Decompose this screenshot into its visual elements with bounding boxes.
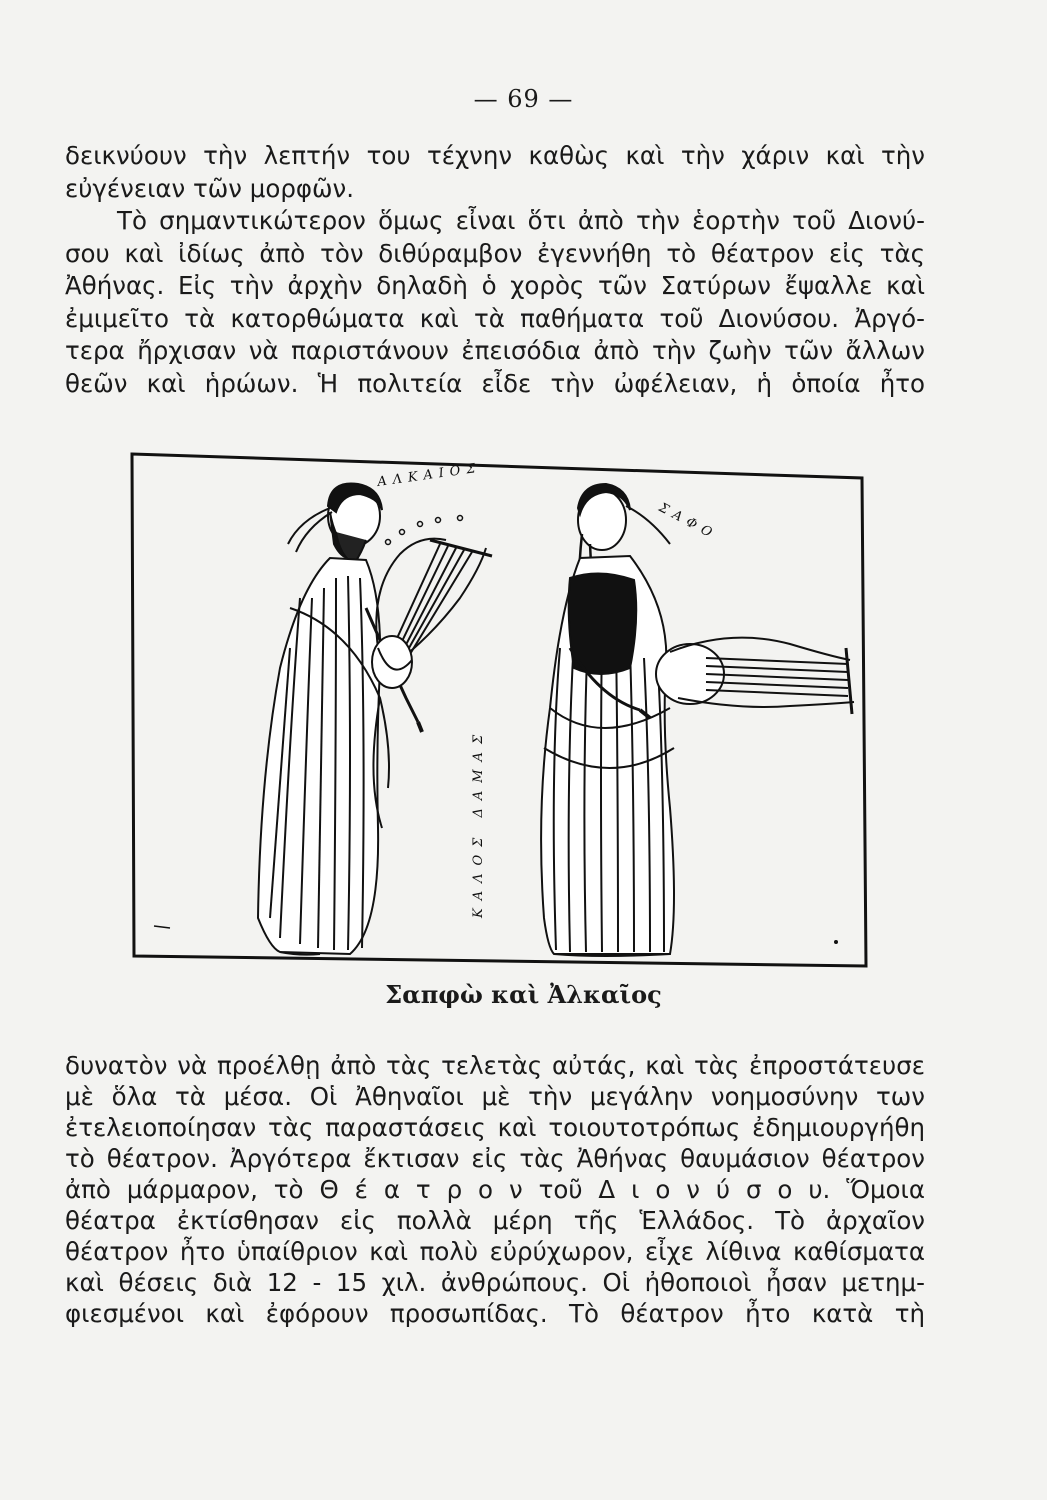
page-number: — 69 —: [473, 85, 574, 113]
paragraph-1: [65, 140, 925, 205]
alcaeus-figure: [258, 483, 422, 954]
alcaeus-lyre: [372, 539, 492, 688]
vase-illustration: [130, 448, 870, 968]
bottom-text-block: [65, 1050, 925, 1329]
text-line: θεῶν καὶ ἡρώων. Ἡ πολιτεία εἶδε τὴν ὠφέλειαν, ἡ ὁποία ἦτο: [65, 368, 925, 398]
text-line: ἐμιμεῖτο τὰ κατορθώματα καὶ τὰ παθήματα τοῦ Διονύσου. Ἀργό-: [65, 303, 925, 333]
label-kalos: ΚΑΛΟΣ ΔΑΜΑΣ: [471, 726, 486, 918]
text-line: Ἀθήνας. Εἰς τὴν ἀρχὴν δηλαδὴ ὁ χορὸς τῶν Σατύρων ἔψαλλε καὶ: [65, 271, 925, 300]
paragraph-3: [65, 1050, 925, 1329]
figure-frame: [132, 454, 866, 966]
text-line: θέατρον ἦτο ὑπαίθριον καὶ πολὺ εὐρύχωρον, εἶχε λίθινα καθίσματα: [65, 1237, 925, 1266]
label-alcaeus: ΑΛΚΑΙΟΣ: [376, 460, 483, 490]
text-line: ἐτελειοποίησαν τὰς παραστάσεις καὶ τοιουτοτρόπως ἐδημιουργήθη: [65, 1113, 925, 1142]
text-line: σου καὶ ἰδίως ἀπὸ τὸν διθύραμβον ἐγεννήθη τὸ θέατρον εἰς τὰς: [65, 238, 925, 268]
text-line: τερα ἤρχισαν νὰ παριστάνουν ἐπεισόδια ἀπὸ τὴν ζωὴν τῶν ἄλλων: [65, 336, 925, 365]
paragraph-2: [65, 205, 925, 400]
text-line: εὐγένειαν τῶν μορφῶν.: [65, 173, 355, 203]
sappho-lyre: [656, 638, 854, 714]
text-line: θέατρα ἐκτίσθησαν εἰς πολλὰ μέρη τῆς Ἑλλάδος. Τὸ ἀρχαῖον: [65, 1206, 925, 1235]
text-line: Τὸ σημαντικώτερον ὅμως εἶναι ὅτι ἀπὸ τὴν ἑορτὴν τοῦ Διονύ-: [117, 206, 925, 235]
text-line: μὲ ὅλα τὰ μέσα. Οἱ Ἀθηναῖοι μὲ τὴν μεγάλην νοημοσύνην των: [65, 1082, 925, 1111]
figure-caption: Σαπφὼ καὶ Ἀλκαῖος: [385, 980, 662, 1009]
text-line: φιεσμένοι καὶ ἐφόρουν προσωπίδας. Τὸ θέατρον ἦτο κατὰ τὴ: [65, 1299, 925, 1328]
text-line: καὶ θέσεις διὰ 12 - 15 χιλ. ἀνθρώπους. Οἱ ἠθοποιοὶ ἦσαν μετημ-: [65, 1268, 925, 1297]
text-line: ἀπὸ μάρμαρον, τὸ Θ έ α τ ρ ο ν τοῦ Δ ι ο ν ύ σ ο υ. Ὅμοια: [65, 1175, 925, 1204]
sappho-figure: [541, 484, 674, 956]
top-text-block: [65, 140, 925, 400]
text-line: τὸ θέατρον. Ἀργότερα ἔκτισαν εἰς τὰς Ἀθήνας θαυμάσιον θέατρον: [65, 1144, 925, 1173]
text-line: δεικνύουν τὴν λεπτήν του τέχνην καθὼς καὶ τὴν χάριν καὶ τὴν: [65, 141, 925, 170]
label-sappho: ΣΑΦΟ: [656, 500, 720, 544]
text-line: δυνατὸν νὰ προέλθῃ ἀπὸ τὰς τελετὰς αὐτάς, καὶ τὰς ἐπροστάτευσε: [65, 1051, 925, 1080]
